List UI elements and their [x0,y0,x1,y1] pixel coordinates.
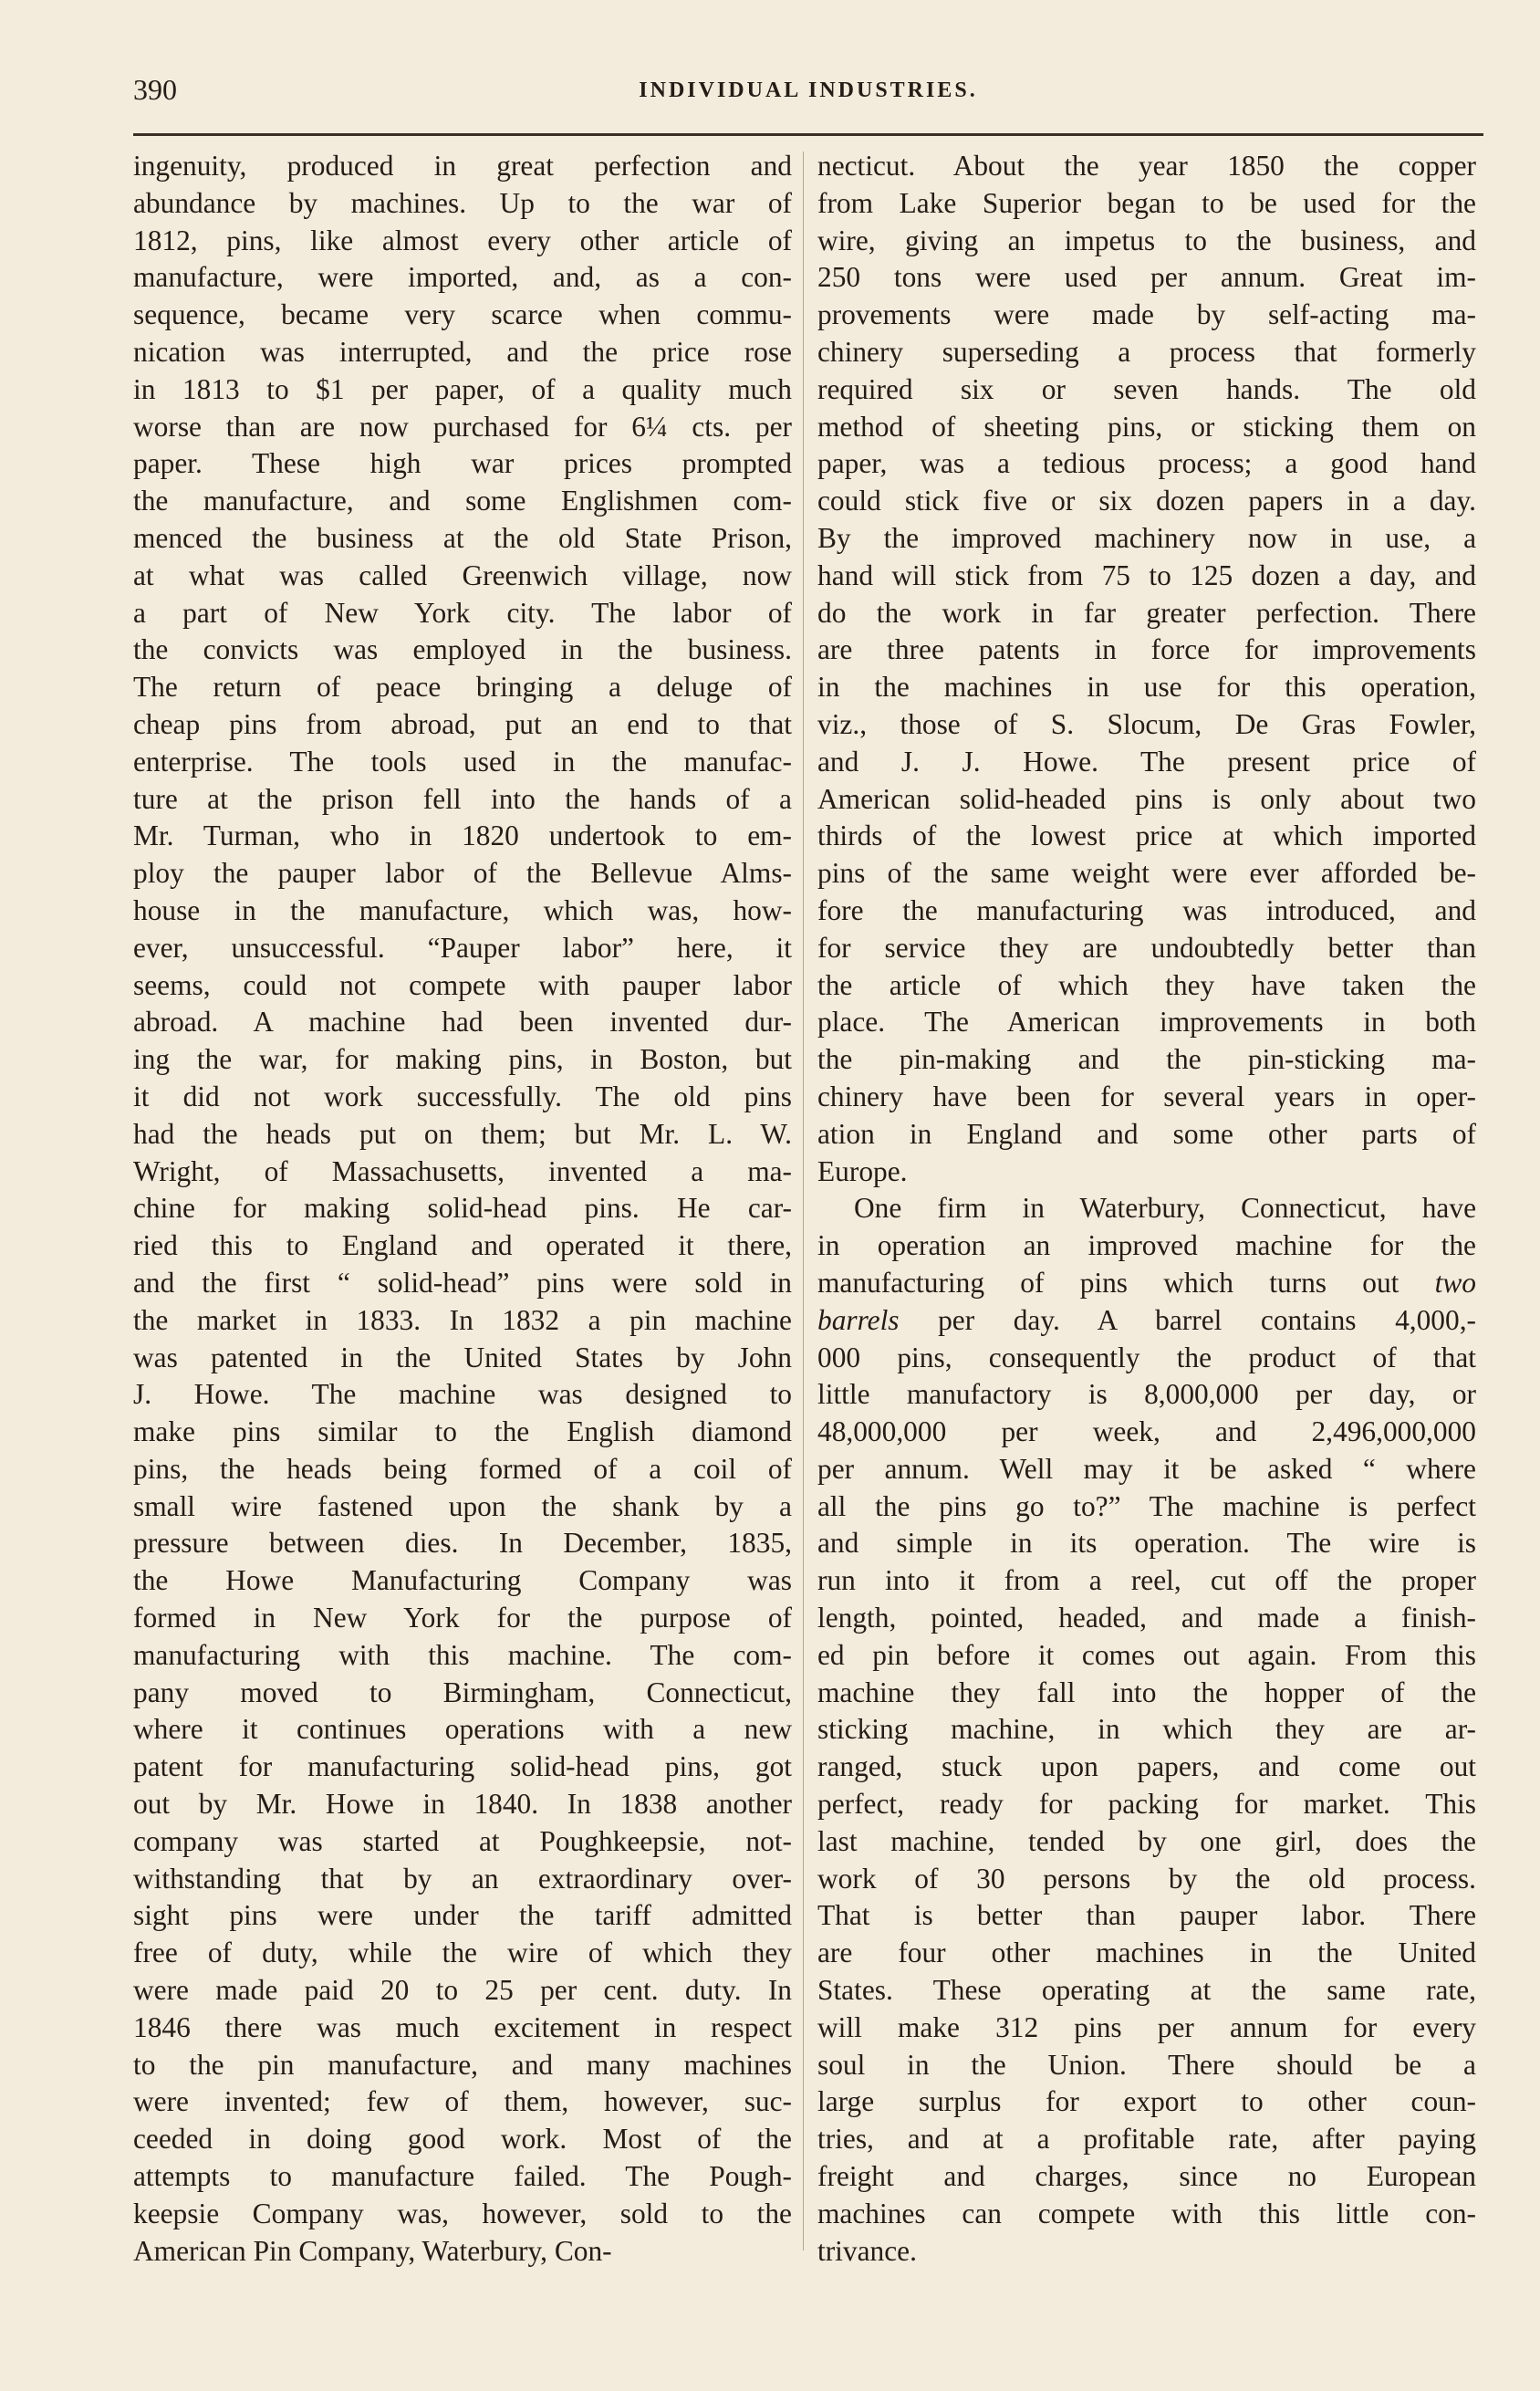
text-line: pins, the heads being formed of a coil of [133,1452,792,1485]
text-line: soul in the Union. There should be a [817,2048,1476,2081]
text-line: One firm in Waterbury, Connecticut, have [854,1192,1476,1225]
text-line: perfect, ready for packing for market. This [817,1788,1476,1821]
text-line: house in the manufacture, which was, how- [133,893,792,926]
text-line: the manufacture, and some Englishmen com- [133,485,792,517]
text-line: the pin-making and the pin-sticking ma- [817,1043,1476,1076]
text-line: 48,000,000 per week, and 2,496,000,000 [817,1415,1476,1448]
text-line: abundance by machines. Up to the war of [133,186,792,219]
text-line: sight pins were under the tariff admitted [133,1899,792,1932]
right-column [817,148,1476,2270]
text-line: will make 312 pins per annum for every [817,2010,1476,2043]
text-line: machines can compete with this little con- [817,2197,1476,2229]
text-line: per annum. Well may it be asked “ where [817,1452,1476,1485]
text-line: in the machines in use for this operation, [817,671,1476,704]
text-line: Wright, of Massachusetts, invented a ma- [133,1154,792,1187]
text-line: company was started at Poughkeepsie, not- [133,1824,792,1857]
text-line: attempts to manufacture failed. The Pough- [133,2160,792,2193]
text-line: could stick five or six dozen papers in a day. [817,485,1476,517]
page-number: 390 [133,73,177,106]
text-line: wire, giving an impetus to the business, and [817,224,1476,256]
text-line: do the work in far greater perfection. There [817,596,1476,629]
text-line: little manufactory is 8,000,000 per day, or [817,1378,1476,1411]
text-line: were made paid 20 to 25 per cent. duty. In [133,1974,792,2007]
page-header [133,73,1483,110]
column-divider [803,151,804,2250]
text-line: formed in New York for the purpose of [133,1602,792,1634]
text-line: in operation an improved machine for the [817,1229,1476,1262]
text-line: from Lake Superior began to be used for the [817,186,1476,219]
text-line: paper, was a tedious process; a good hand [817,447,1476,480]
text-line: trivance. [817,2234,917,2267]
text-line: a part of New York city. The labor of [133,596,792,629]
text-line: and J. J. Howe. The present price of [817,745,1476,778]
text-line: withstanding that by an extraordinary over- [133,1862,792,1895]
text-line: the convicts was employed in the business. [133,633,792,666]
text-line: 1846 there was much excitement in respect [133,2010,792,2043]
text-line: manufacture, were imported, and, as a con- [133,261,792,294]
text-line: Mr. Turman, who in 1820 undertook to em- [133,820,792,852]
text-line: free of duty, while the wire of which they [133,1937,792,1969]
text-line: chine for making solid-head pins. He car- [133,1192,792,1225]
text-line: abroad. A machine had been invented dur- [133,1006,792,1039]
text-line: paper. These high war prices prompted [133,447,792,480]
text-line: and the first “ solid-head” pins were sold in [133,1266,792,1299]
text-line: ed pin before it comes out again. From this [817,1638,1476,1671]
text-line: work of 30 persons by the old process. [817,1862,1476,1895]
text-line: machine they fall into the hopper of the [817,1676,1476,1708]
text-line: where it continues operations with a new [133,1713,792,1746]
text-line: for service they are undoubtedly better than [817,931,1476,964]
text-line: method of sheeting pins, or sticking them on [817,410,1476,443]
text-line: freight and charges, since no European [817,2160,1476,2193]
text-line: ever, unsuccessful. “Pauper labor” here, it [133,931,792,964]
text-line: run into it from a reel, cut off the proper [817,1564,1476,1597]
text-line: The return of peace bringing a deluge of [133,671,792,704]
text-line: were invented; few of them, however, suc- [133,2085,792,2118]
text-line: pany moved to Birmingham, Connecticut, [133,1676,792,1708]
text-line: By the improved machinery now in use, a [817,521,1476,554]
text-line: sequence, became very scarce when commu- [133,298,792,331]
running-head: INDIVIDUAL INDUSTRIES. [639,78,978,102]
text-line: patent for manufacturing solid-head pins, got [133,1750,792,1783]
text-line: ceeded in doing good work. Most of the [133,2123,792,2156]
text-line: menced the business at the old State Prison, [133,521,792,554]
text-line: length, pointed, headed, and made a finish- [817,1602,1476,1634]
text-line: all the pins go to?” The machine is perfect [817,1489,1476,1522]
text-line: barrels per day. A barrel contains 4,000,- [817,1303,1476,1336]
text-line: ried this to England and operated it there, [133,1229,792,1262]
text-line: keepsie Company was, however, sold to the [133,2197,792,2229]
text-line: manufacturing of pins which turns out two [817,1266,1476,1299]
text-line: provements were made by self-acting ma- [817,298,1476,331]
text-line: pins of the same weight were ever afforded be- [817,857,1476,890]
text-line: ing the war, for making pins, in Boston, but [133,1043,792,1076]
text-line: chinery have been for several years in oper- [817,1080,1476,1112]
text-line: cheap pins from abroad, put an end to that [133,707,792,740]
text-line: manufacturing with this machine. The com- [133,1638,792,1671]
text-line: to the pin manufacture, and many machines [133,2048,792,2081]
text-line: ploy the pauper labor of the Bellevue Alms- [133,857,792,890]
text-line: thirds of the lowest price at which imported [817,820,1476,852]
text-line: American solid-headed pins is only about two [817,782,1476,815]
text-line: fore the manufacturing was introduced, and [817,893,1476,926]
text-line: the market in 1833. In 1832 a pin machine [133,1303,792,1336]
text-line: make pins similar to the English diamond [133,1415,792,1448]
text-line: out by Mr. Howe in 1840. In 1838 another [133,1788,792,1821]
text-line: in 1813 to $1 per paper, of a quality much [133,372,792,405]
text-line: small wire fastened upon the shank by a [133,1489,792,1522]
text-line: worse than are now purchased for 6¼ cts. per [133,410,792,443]
text-line: necticut. About the year 1850 the copper [817,150,1476,182]
text-line: 1812, pins, like almost every other article of [133,224,792,256]
text-line: ture at the prison fell into the hands of a [133,782,792,815]
text-line: viz., those of S. Slocum, De Gras Fowler, [817,707,1476,740]
text-line: had the heads put on them; but Mr. L. W. [133,1117,792,1150]
text-line: tries, and at a profitable rate, after paying [817,2123,1476,2156]
text-line: hand will stick from 75 to 125 dozen a day, and [817,559,1476,591]
text-line: nication was interrupted, and the price rose [133,335,792,368]
text-line: enterprise. The tools used in the manufac- [133,745,792,778]
text-line: ingenuity, produced in great perfection and [133,150,792,182]
header-rule [133,133,1483,136]
text-line: 250 tons were used per annum. Great im- [817,261,1476,294]
text-line: the article of which they have taken the [817,968,1476,1001]
text-line: are four other machines in the United [817,1937,1476,1969]
text-line: at what was called Greenwich village, now [133,559,792,591]
text-line: That is better than pauper labor. There [817,1899,1476,1932]
text-line: was patented in the United States by John [133,1341,792,1373]
text-line: sticking machine, in which they are ar- [817,1713,1476,1746]
text-line: States. These operating at the same rate, [817,1974,1476,2007]
text-line: required six or seven hands. The old [817,372,1476,405]
text-line: chinery superseding a process that formerly [817,335,1476,368]
text-line: and simple in its operation. The wire is [817,1527,1476,1560]
text-line: J. Howe. The machine was designed to [133,1378,792,1411]
text-line: are three patents in force for improvements [817,633,1476,666]
text-line: pressure between dies. In December, 1835, [133,1527,792,1560]
text-line: it did not work successfully. The old pins [133,1080,792,1112]
text-line: American Pin Company, Waterbury, Con- [133,2234,612,2267]
text-line: 000 pins, consequently the product of that [817,1341,1476,1373]
text-line: the Howe Manufacturing Company was [133,1564,792,1597]
text-line: last machine, tended by one girl, does the [817,1824,1476,1857]
left-column [133,148,792,2270]
text-line: ation in England and some other parts of [817,1117,1476,1150]
text-line: Europe. [817,1154,908,1187]
text-line: large surplus for export to other coun- [817,2085,1476,2118]
text-line: ranged, stuck upon papers, and come out [817,1750,1476,1783]
text-line: seems, could not compete with pauper labor [133,968,792,1001]
text-line: place. The American improvements in both [817,1006,1476,1039]
